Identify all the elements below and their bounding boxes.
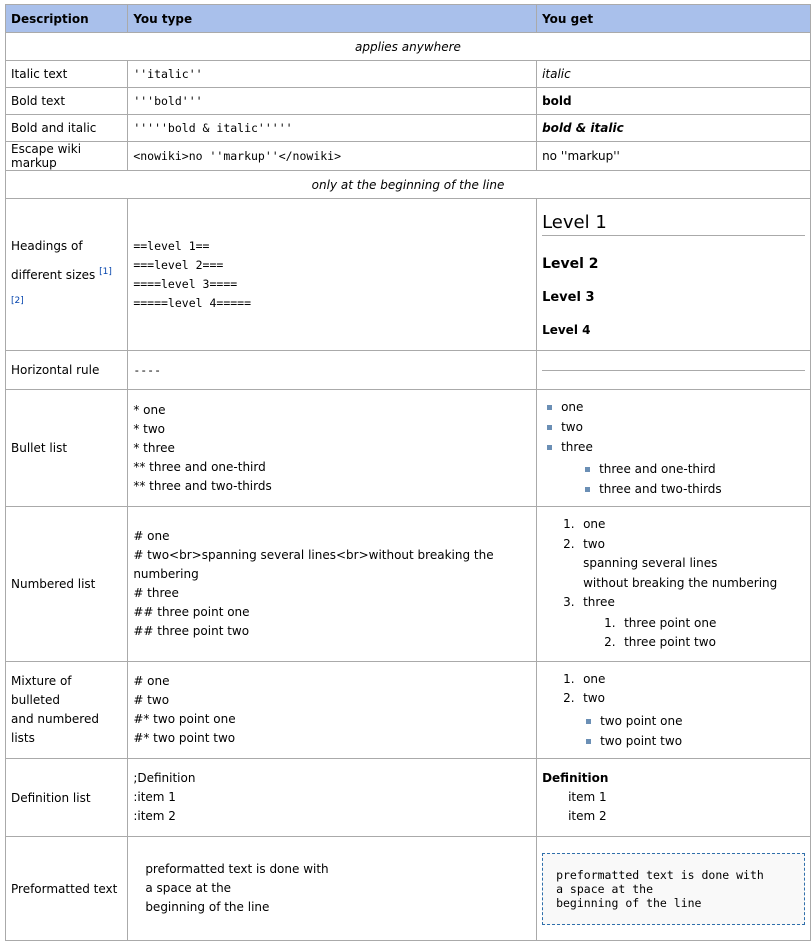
list-item xyxy=(542,670,805,690)
list-item: three and one-third xyxy=(580,459,805,479)
reference-link[interactable]: [1][2] xyxy=(11,266,112,306)
preformatted-block xyxy=(542,853,805,925)
markup-line: # three xyxy=(133,586,179,600)
markup-line: beginning of the line xyxy=(145,900,270,914)
markup-line: :item 1 xyxy=(133,790,176,804)
row-definition-list xyxy=(6,759,811,837)
markup-cell: '''bold''' xyxy=(128,88,537,115)
markup-cell: ---- xyxy=(128,351,537,390)
list-item-label: three xyxy=(561,440,593,454)
header-description: Description xyxy=(6,5,128,33)
section-applies-anywhere xyxy=(6,33,811,61)
markup-line: ==level 1== xyxy=(133,238,210,253)
row-bold xyxy=(6,88,811,115)
list-number: 3. xyxy=(563,595,575,610)
result-cell xyxy=(537,507,811,662)
markup-line: ===level 2=== xyxy=(133,257,224,272)
markup-cell xyxy=(128,390,537,507)
list-item-label: two xyxy=(583,536,605,551)
definition-item: item 2 xyxy=(568,809,607,823)
markup-line: # two xyxy=(133,693,170,707)
definition-item: item 1 xyxy=(568,790,607,804)
markup-line: ## three point one xyxy=(133,605,250,619)
numbered-list xyxy=(542,670,805,751)
markup-line: :item 2 xyxy=(133,809,176,823)
list-item-label: three point one xyxy=(624,615,717,630)
row-nowiki xyxy=(6,142,811,171)
markup-cell xyxy=(128,837,537,941)
section-label: only at the beginning of the line xyxy=(6,171,811,199)
list-number: 2. xyxy=(563,691,575,705)
desc-line: Mixture of bulleted xyxy=(11,674,72,707)
heading-level-2: Level 2 xyxy=(542,256,599,272)
list-item-label: one xyxy=(583,517,606,532)
markup-line: * three xyxy=(133,440,175,455)
list-item xyxy=(542,535,805,594)
heading-level-1: Level 1 xyxy=(542,212,805,236)
desc-cell: Numbered list xyxy=(6,507,128,662)
desc-cell: Escape wiki markup xyxy=(6,142,128,171)
desc-cell: Bold and italic xyxy=(6,115,128,142)
markup-cell xyxy=(128,662,537,759)
desc-cell: Definition list xyxy=(6,759,128,837)
desc-line: and numbered lists xyxy=(11,712,99,745)
wiki-markup-table xyxy=(5,4,811,941)
list-item-label: three xyxy=(583,595,615,610)
desc-line: Headings of xyxy=(11,238,83,253)
markup-line: ** three and one-third xyxy=(133,459,266,474)
markup-line: # one xyxy=(133,674,170,688)
list-item-label: spanning several lines xyxy=(583,556,718,571)
markup-line: ====level 3==== xyxy=(133,276,238,291)
list-item xyxy=(583,633,805,653)
list-number: 2. xyxy=(563,536,575,551)
desc-cell: Horizontal rule xyxy=(6,351,128,390)
result-cell xyxy=(537,390,811,507)
list-item: two point one xyxy=(581,711,805,731)
markup-cell: ''italic'' xyxy=(128,61,537,88)
row-numbered-list xyxy=(6,507,811,662)
list-item: two xyxy=(542,417,805,437)
list-number: 1. xyxy=(604,615,616,630)
markup-cell xyxy=(128,199,537,351)
header-row xyxy=(6,5,811,33)
markup-line: * one xyxy=(133,402,166,417)
result-cell xyxy=(537,759,811,837)
list-item-label: one xyxy=(583,671,606,686)
result-cell: no ''markup'' xyxy=(537,142,811,171)
markup-line: ** three and two-thirds xyxy=(133,478,272,493)
desc-line: different sizes xyxy=(11,267,96,282)
desc-cell: Bullet list xyxy=(6,390,128,507)
bullet-list xyxy=(542,397,805,499)
list-item-label: without breaking the numbering xyxy=(583,575,778,590)
list-number: 2. xyxy=(604,635,616,650)
list-item xyxy=(542,689,805,751)
markup-line: a space at the xyxy=(145,881,232,895)
row-preformatted xyxy=(6,837,811,941)
row-horizontal-rule xyxy=(6,351,811,390)
desc-cell: Italic text xyxy=(6,61,128,88)
list-item-label: three point two xyxy=(624,635,716,650)
markup-line: #* two point one xyxy=(133,712,236,726)
list-item-label: two xyxy=(583,691,605,705)
list-item xyxy=(542,437,805,499)
markup-line: * two xyxy=(133,421,165,436)
nested-numbered-list xyxy=(583,614,805,653)
pre-line: beginning of the line xyxy=(556,895,702,910)
section-label: applies anywhere xyxy=(6,33,811,61)
result-cell: bold & italic xyxy=(537,115,811,142)
markup-cell xyxy=(128,759,537,837)
markup-cell xyxy=(128,507,537,662)
markup-line: ;Definition xyxy=(133,771,196,785)
nested-bullet-list xyxy=(581,711,805,751)
list-item xyxy=(542,593,805,653)
row-bullet-list xyxy=(6,390,811,507)
list-item: one xyxy=(542,397,805,417)
header-you-get: You get xyxy=(537,5,811,33)
list-number: 1. xyxy=(563,517,575,532)
markup-line: # one xyxy=(133,529,170,543)
row-mixed-list xyxy=(6,662,811,759)
row-headings xyxy=(6,199,811,351)
desc-cell: Bold text xyxy=(6,88,128,115)
result-cell: italic xyxy=(537,61,811,88)
markup-line: preformatted text is done with xyxy=(145,862,329,876)
pre-line: a space at the xyxy=(556,881,654,896)
markup-cell: <nowiki>no ''markup''</nowiki> xyxy=(128,142,537,171)
desc-cell xyxy=(6,662,128,759)
list-number: 1. xyxy=(563,671,575,686)
result-cell xyxy=(537,199,811,351)
row-italic xyxy=(6,61,811,88)
markup-line: ## three point two xyxy=(133,624,250,638)
markup-line: #* two point two xyxy=(133,731,236,745)
section-line-start xyxy=(6,171,811,199)
definition-term: Definition xyxy=(542,771,609,785)
result-cell: bold xyxy=(537,88,811,115)
markup-line: =====level 4===== xyxy=(133,295,252,310)
numbered-list xyxy=(542,515,805,653)
heading-level-4: Level 4 xyxy=(542,323,591,337)
list-item: three and two-thirds xyxy=(580,479,805,499)
markup-cell: '''''bold & italic''''' xyxy=(128,115,537,142)
row-bold-italic xyxy=(6,115,811,142)
horizontal-rule xyxy=(542,370,805,371)
pre-line: preformatted text is done with xyxy=(556,867,764,882)
result-cell xyxy=(537,837,811,941)
list-item: two point two xyxy=(581,731,805,751)
list-item xyxy=(583,614,805,634)
nested-bullet-list xyxy=(561,459,805,499)
result-cell xyxy=(537,662,811,759)
desc-cell: Preformatted text xyxy=(6,837,128,941)
list-item xyxy=(542,515,805,535)
markup-line: # two<br>spanning several lines<br>without breaking the numbering xyxy=(133,548,494,581)
desc-cell xyxy=(6,199,128,351)
header-you-type: You type xyxy=(128,5,537,33)
heading-level-3: Level 3 xyxy=(542,290,595,305)
result-cell xyxy=(537,351,811,390)
